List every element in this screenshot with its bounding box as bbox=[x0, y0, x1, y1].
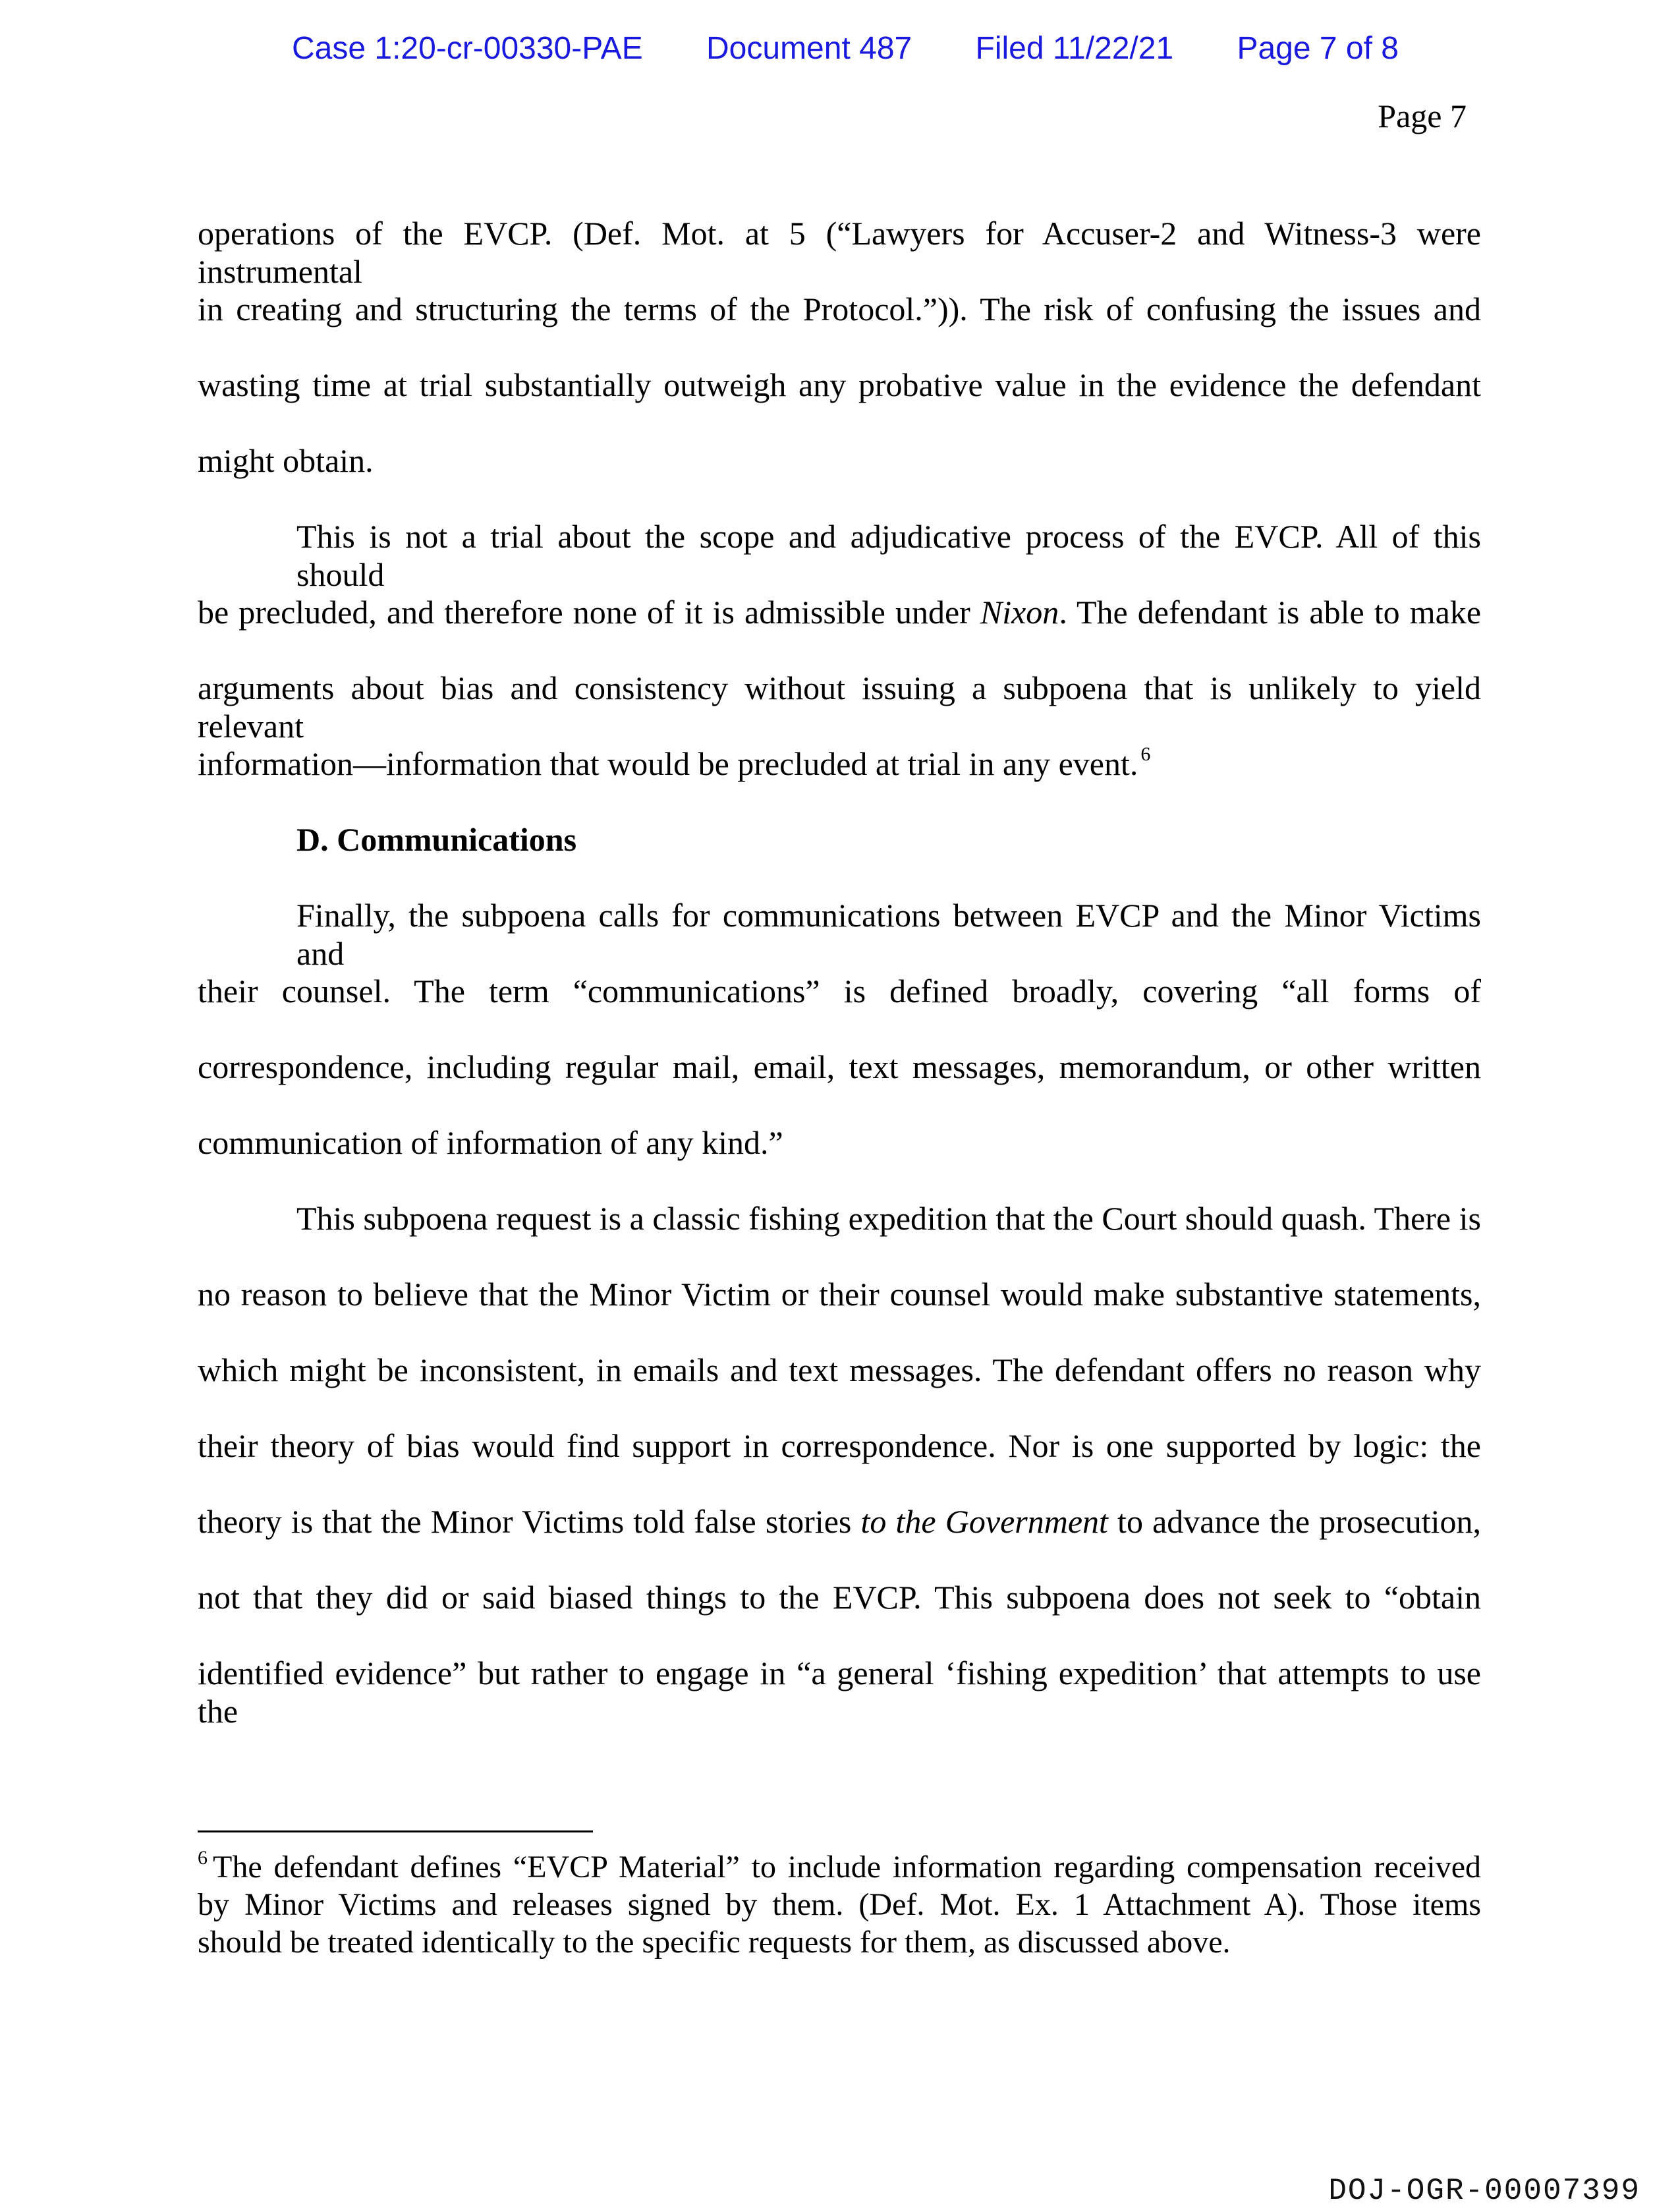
bates-number: DOJ-OGR-00007399 bbox=[1328, 2174, 1640, 2208]
text-line: This is not a trial about the scope and adjudicative process of the EVCP. All of this should bbox=[296, 518, 1481, 593]
text-line: identified evidence” but rather to engage in “a general ‘fishing expedition’ that attempts to use the bbox=[198, 1655, 1481, 1730]
text-span: . The defendant is able to make bbox=[1059, 594, 1482, 631]
page-of-total: Page 7 of 8 bbox=[1237, 31, 1399, 66]
text-line: their counsel. The term “communications” is defined broadly, covering “all forms of bbox=[198, 973, 1481, 1009]
text-span: The defendant defines “EVCP Material” to include information regarding compensation received bbox=[213, 1850, 1481, 1885]
text-line: wasting time at trial substantially outweigh any probative value in the evidence the defendant bbox=[198, 366, 1481, 403]
text-line: correspondence, including regular mail, email, text messages, memorandum, or other written bbox=[198, 1048, 1481, 1085]
text-line: arguments about bias and consistency without issuing a subpoena that is unlikely to yield relevant bbox=[198, 669, 1481, 745]
text-line: communication of information of any kind.” bbox=[198, 1124, 783, 1161]
text-line: in creating and structuring the terms of the Protocol.”)). The risk of confusing the issues and bbox=[198, 291, 1481, 327]
page-number: Page 7 bbox=[1378, 98, 1467, 134]
text-span: information—information that would be precluded at trial in any event. bbox=[198, 745, 1138, 782]
text-line bbox=[198, 593, 1481, 631]
document-number: Document 487 bbox=[706, 31, 912, 66]
text-span: be precluded, and therefore none of it is admissible under bbox=[198, 594, 980, 631]
text-line: Finally, the subpoena calls for communications between EVCP and the Minor Victims and bbox=[296, 897, 1481, 972]
footnote-reference[interactable]: 6 bbox=[1140, 743, 1151, 765]
text-line bbox=[198, 1502, 1481, 1541]
text-line: not that they did or said biased things to the EVCP. This subpoena does not seek to “obtain bbox=[198, 1579, 1481, 1616]
text-line: This subpoena request is a classic fishing expedition that the Court should quash. There is bbox=[296, 1200, 1481, 1237]
text-line: their theory of bias would find support in correspondence. Nor is one supported by logic: the bbox=[198, 1427, 1481, 1464]
case-number: Case 1:20-cr-00330-PAE bbox=[292, 31, 643, 66]
footnote-line: by Minor Victims and releases signed by them. (Def. Mot. Ex. 1 Attachment A). Those items bbox=[198, 1887, 1481, 1922]
text-line: might obtain. bbox=[198, 442, 374, 479]
text-line: operations of the EVCP. (Def. Mot. at 5 (“Lawyers for Accuser-2 and Witness-3 were instrumental bbox=[198, 215, 1481, 290]
text-span: to advance the prosecution, bbox=[1107, 1503, 1481, 1540]
footnote-separator bbox=[198, 1830, 593, 1832]
text-line bbox=[198, 745, 1481, 783]
filed-date: Filed 11/22/21 bbox=[975, 31, 1174, 66]
footnote-line: should be treated identically to the specific requests for them, as discussed above. bbox=[198, 1925, 1231, 1960]
ecf-filing-header bbox=[292, 29, 1399, 69]
text-line: no reason to believe that the Minor Victim or their counsel would make substantive statements, bbox=[198, 1276, 1481, 1313]
case-citation-nixon: Nixon bbox=[980, 594, 1059, 631]
text-line: which might be inconsistent, in emails and text messages. The defendant offers no reason why bbox=[198, 1351, 1481, 1388]
emphasis-to-the-government: to the Government bbox=[860, 1503, 1108, 1540]
text-span: theory is that the Minor Victims told false stories bbox=[198, 1503, 861, 1540]
footnote-number: 6 bbox=[198, 1847, 208, 1869]
footnote-line bbox=[198, 1849, 1481, 1886]
section-heading: D. Communications bbox=[296, 821, 577, 858]
